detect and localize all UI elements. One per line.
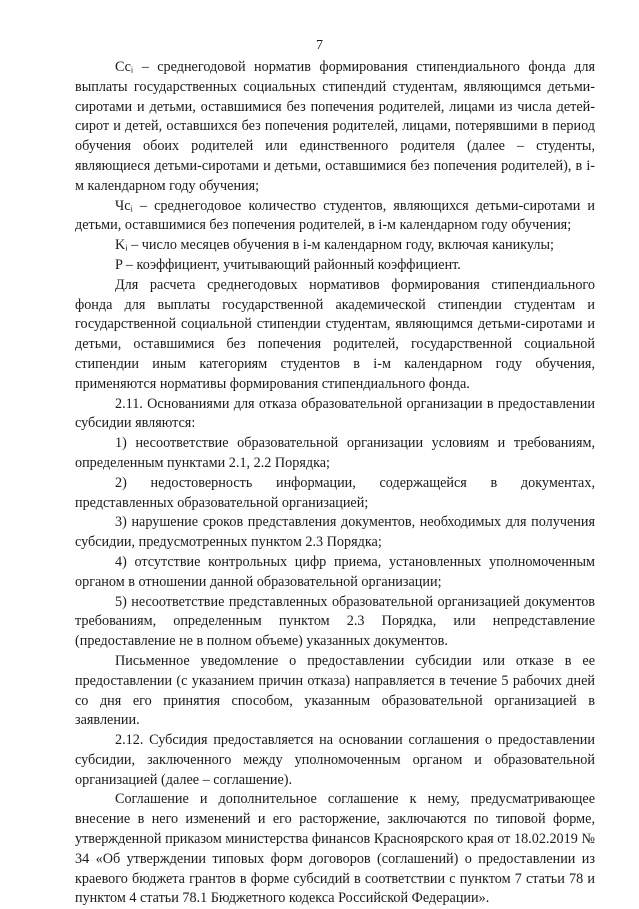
paragraph-chsc: Чсᵢ – среднегодовое количество студентов, являющихся детьми-сиротами и детьми, оставшимися без попечения родителей, в i-м календарном году обучения; <box>75 197 595 234</box>
paragraph-normatives: Для расчета среднегодовых нормативов формирования стипендиального фонда для выплаты государственной академической стипендии студентам и государственной социальной стипендии студентам, являющимся детьми-сиротами и детьми, оставшимися без попечения родителей, государственной социальной стипендии иным категориям студентов в i-м календарном году обучения, применяются нормативы формирования стипендиального фонда. <box>75 276 595 392</box>
paragraph-2-11: 2.11. Основаниями для отказа образовательной организации в предоставлении субсидии являются: <box>75 395 595 432</box>
paragraph-notification: Письменное уведомление о предоставлении субсидии или отказе в ее предоставлении (с указанием причин отказа) направляется в течение 5 рабочих дней со дня его принятия способом, указанным образовательной организацией в заявлении. <box>75 652 595 729</box>
list-item-1: 1) несоответствие образовательной организации условиям и требованиям, определенным пунктами 2.1, 2.2 Порядка; <box>75 435 595 471</box>
paragraph-agreement: Соглашение и дополнительное соглашение к нему, предусматривающее внесение в него изменений и его расторжение, заключаются по типовой форме, утвержденной приказом министерства финансов Красноярского края от 18.02.2019 № 34 «Об утверждении типовых форм договоров (соглашений) о предоставлении из краевого бюджета грантов в форме субсидий в соответствии с пунктом 7 статьи 78 и пунктом 4 статьи 78.1 Бюджетного кодекса Российской Федерации». <box>75 791 595 907</box>
paragraph-scc: Ссᵢ – среднегодовой норматив формирования стипендиального фонда для выплаты государственных социальных стипендий студентам, являющимся детьми-сиротами и детьми, оставшимися без попечения родителей, лицами из числа детей-сирот и детей, оставшихся без попечения родителей, лицами, потерявшими в период обучения обоих родителей или единственного родителя (далее – студенты, являющиеся детьми-сиротами и детьми, оставшимися без попечения родителей), в i-м календарном году обучения; <box>75 59 595 194</box>
paragraph-2-12: 2.12. Субсидия предоставляется на основании соглашения о предоставлении субсидии, заключенного между уполномоченным органом и образовательной организацией (далее – соглашение). <box>75 732 595 788</box>
list-item-4: 4) отсутствие контрольных цифр приема, установленных уполномоченным органом в отношении данной образовательной организации; <box>75 553 595 590</box>
page-number: 7 <box>316 38 323 53</box>
list-item-3: 3) нарушение сроков представления документов, необходимых для получения субсидии, предусмотренных пунктом 2.3 Порядка; <box>75 514 595 551</box>
paragraph-k: Kᵢ – число месяцев обучения в i-м календарном году, включая каникулы; <box>115 237 554 254</box>
body-text <box>75 58 595 909</box>
list-item-2: 2) недостоверность информации, содержащейся в документах, представленных образовательной организацией; <box>75 474 595 511</box>
paragraph-p: P – коэффициент, учитывающий районный коэффициент. <box>115 256 461 273</box>
list-item-5: 5) несоответствие представленных образовательной организацией документов требованиям, определенным пунктом 2.3 Порядка, или непредставление (предоставление не в полном объеме) указанных документов. <box>75 593 595 650</box>
